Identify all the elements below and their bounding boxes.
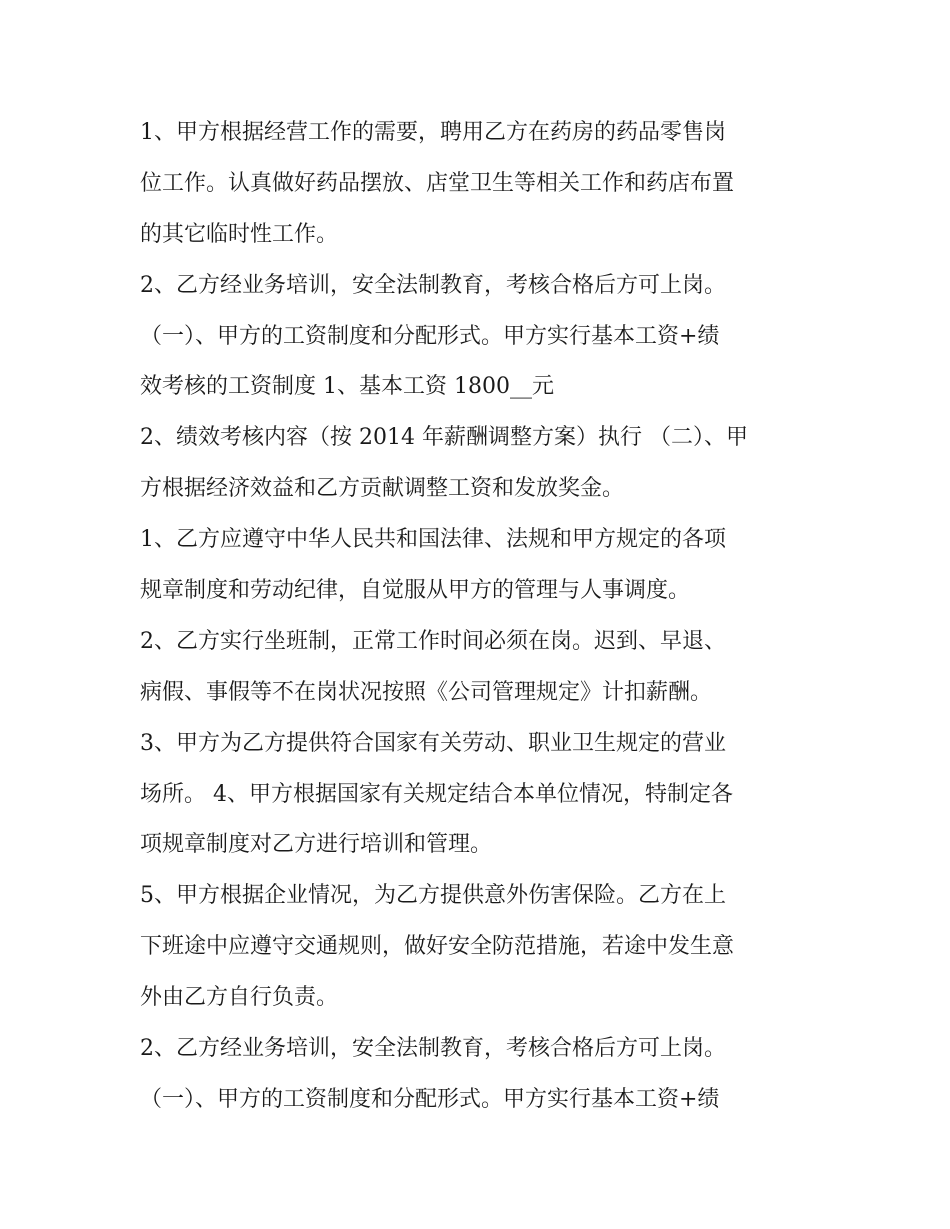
text-line: 5、甲方根据企业情况，为乙方提供意外伤害保险。乙方在上 xyxy=(140,883,726,909)
text-line: 规章制度和劳动纪律，自觉服从甲方的管理与人事调度。 xyxy=(140,578,691,604)
text-line: （一）、甲方的工资制度和分配形式。甲方实行基本工资+绩 xyxy=(140,1086,720,1112)
text-line: 2、绩效考核内容（按 2014 年薪酬调整方案）执行 （二）、甲 xyxy=(140,425,748,451)
text-line: 2、乙方经业务培训，安全法制教育，考核合格后方可上岗。 xyxy=(140,272,726,298)
text-line: 下班途中应遵守交通规则，做好安全防范措施，若途中发生意 xyxy=(140,934,735,960)
text-line: 1、乙方应遵守中华人民共和国法律、法规和甲方规定的各项 xyxy=(140,527,726,553)
text-line: 场所。 4、甲方根据国家有关规定结合本单位情况，特制定各 xyxy=(140,781,733,807)
text-line: （一）、甲方的工资制度和分配形式。甲方实行基本工资+绩 xyxy=(140,323,720,349)
text-line: 位工作。认真做好药品摆放、店堂卫生等相关工作和药店布置 xyxy=(140,170,735,196)
text-line: 2、乙方实行坐班制，正常工作时间必须在岗。迟到、早退、 xyxy=(140,628,726,654)
text-line: 的其它临时性工作。 xyxy=(140,221,339,247)
text-line: 1、甲方根据经营工作的需要，聘用乙方在药房的药品零售岗 xyxy=(140,120,726,145)
text-line: 3、甲方为乙方提供符合国家有关劳动、职业卫生规定的营业 xyxy=(140,730,726,756)
text-line: 外由乙方自行负责。 xyxy=(140,985,339,1011)
document-body xyxy=(140,108,830,1126)
text-line: 病假、事假等不在岗状况按照《公司管理规定》计扣薪酬。 xyxy=(140,679,713,705)
text-line: 效考核的工资制度 1、基本工资 1800__元 xyxy=(140,374,554,400)
text-line: 项规章制度对乙方进行培训和管理。 xyxy=(140,832,493,858)
text-line: 方根据经济效益和乙方贡献调整工资和发放奖金。 xyxy=(140,476,625,502)
text-line: 2、乙方经业务培训，安全法制教育，考核合格后方可上岗。 xyxy=(140,1036,726,1062)
